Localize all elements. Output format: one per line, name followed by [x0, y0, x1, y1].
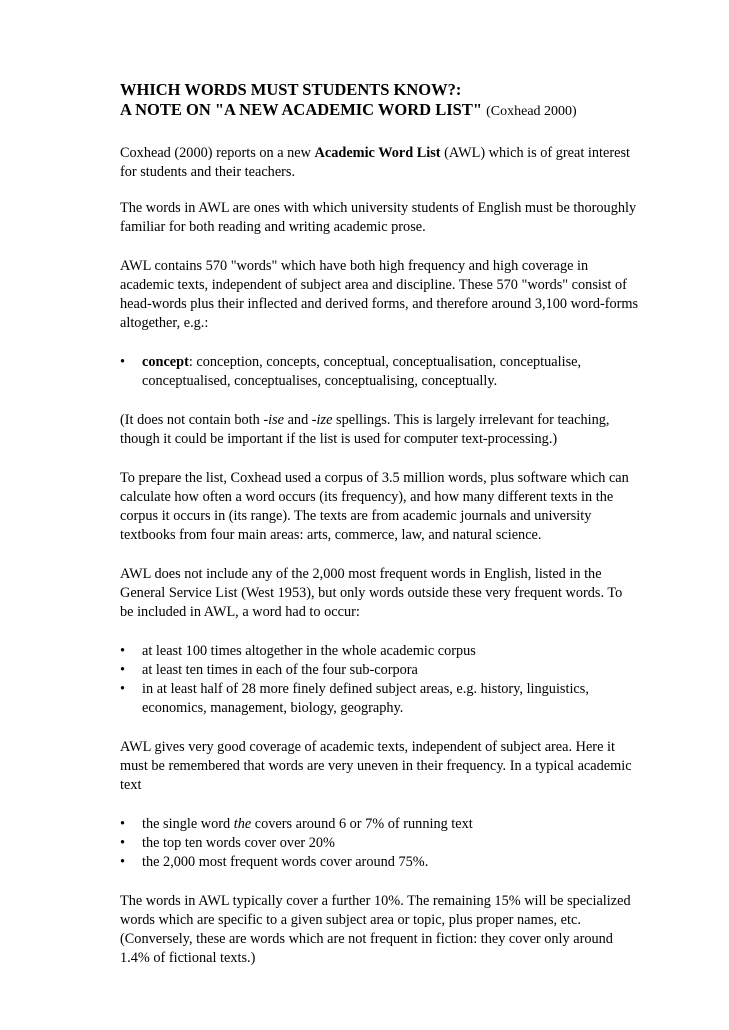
paragraph-familiarity: The words in AWL are ones with which university students of English must be thoroughly familiar for both reading and writing academic prose. — [120, 200, 637, 235]
suffix-ize: -ize — [311, 412, 333, 428]
word-the: the — [233, 816, 252, 832]
title-line-2-text: A NOTE ON "A NEW ACADEMIC WORD LIST" — [120, 100, 482, 119]
coverage-item — [120, 853, 639, 872]
intro-text-start: Coxhead (2000) reports on a new — [120, 145, 315, 161]
coverage-text-start: the single word — [142, 816, 234, 832]
paragraph-remaining: The words in AWL typically cover a further 10%. The remaining 15% will be specialized words which are specific to a given subject area or topic, plus proper names, etc. (Conversely, these are words which are not frequent in fiction: they cover only around 1.4% of fictional texts.) — [120, 893, 631, 966]
bullet-icon: • — [120, 643, 126, 659]
spellings-text-b: and — [284, 412, 312, 428]
paragraph-corpus: To prepare the list, Coxhead used a corpus of 3.5 million words, plus software which can calculate how often a word occurs (its frequency), and how many different texts in the corpus it occurs in (its range). The texts are from academic journals and university textbooks from four main areas: arts, commerce, law, and natural science. — [120, 470, 629, 543]
spellings-text-a: (It does not contain both — [120, 412, 264, 428]
spellings-text-c: spellings. This is largely irrelevant for teaching, though it could be important if the list is used for computer text-processing.) — [120, 412, 610, 447]
document-title — [120, 80, 639, 122]
criteria-list — [120, 642, 639, 718]
coverage-item — [120, 815, 639, 834]
title-citation: (Coxhead 2000) — [486, 104, 577, 119]
criteria-text: at least 100 times altogether in the whole academic corpus — [142, 643, 476, 659]
awl-term: Academic Word List — [314, 145, 441, 161]
paragraph-intro — [120, 144, 639, 182]
intro-text-end: (AWL) which is of great interest for students and their teachers. — [120, 145, 630, 180]
title-line-2 — [120, 100, 639, 122]
bullet-icon: • — [120, 816, 126, 832]
coverage-text: the top ten words cover over 20% — [142, 835, 335, 851]
coverage-item — [120, 834, 639, 853]
example-item-concept — [120, 353, 639, 391]
paragraph-spellings — [120, 411, 639, 449]
example-forms: : conception, concepts, conceptual, conceptualisation, conceptualise, conceptualised, conceptualises, conceptualising, conceptually. — [142, 354, 582, 389]
paragraph-inclusion: AWL does not include any of the 2,000 most frequent words in English, listed in the General Service List (West 1953), but only words outside these very frequent words. To be included in AWL, a word had to occur: — [120, 566, 623, 620]
paragraph-word-count: AWL contains 570 "words" which have both high frequency and high coverage in academic texts, independent of subject area and discipline. These 570 "words" consist of head-words plus their inflected and derived forms, and therefore around 3,100 word-forms altogether, e.g.: — [120, 258, 639, 331]
bullet-icon: • — [120, 662, 126, 678]
coverage-text: the 2,000 most frequent words cover around 75%. — [142, 854, 429, 870]
title-line-1: WHICH WORDS MUST STUDENTS KNOW?: — [120, 80, 462, 99]
paragraph-coverage: AWL gives very good coverage of academic texts, independent of subject area. Here it must be remembered that words are very uneven in their frequency. In a typical academic text — [120, 739, 632, 793]
criteria-item — [120, 661, 639, 680]
criteria-text: at least ten times in each of the four sub-corpora — [142, 662, 418, 678]
bullet-icon: • — [120, 681, 126, 697]
suffix-ise: -ise — [263, 412, 284, 428]
bullet-icon: • — [120, 835, 126, 851]
coverage-text-end: covers around 6 or 7% of running text — [251, 816, 473, 832]
criteria-item — [120, 680, 639, 718]
bullet-icon: • — [120, 854, 126, 870]
example-list — [120, 353, 639, 391]
bullet-icon: • — [120, 354, 126, 370]
coverage-list — [120, 815, 639, 872]
criteria-text: in at least half of 28 more finely defined subject areas, e.g. history, linguistics, economics, management, biology, geography. — [142, 681, 589, 716]
criteria-item — [120, 642, 639, 661]
example-headword: concept — [142, 354, 189, 370]
